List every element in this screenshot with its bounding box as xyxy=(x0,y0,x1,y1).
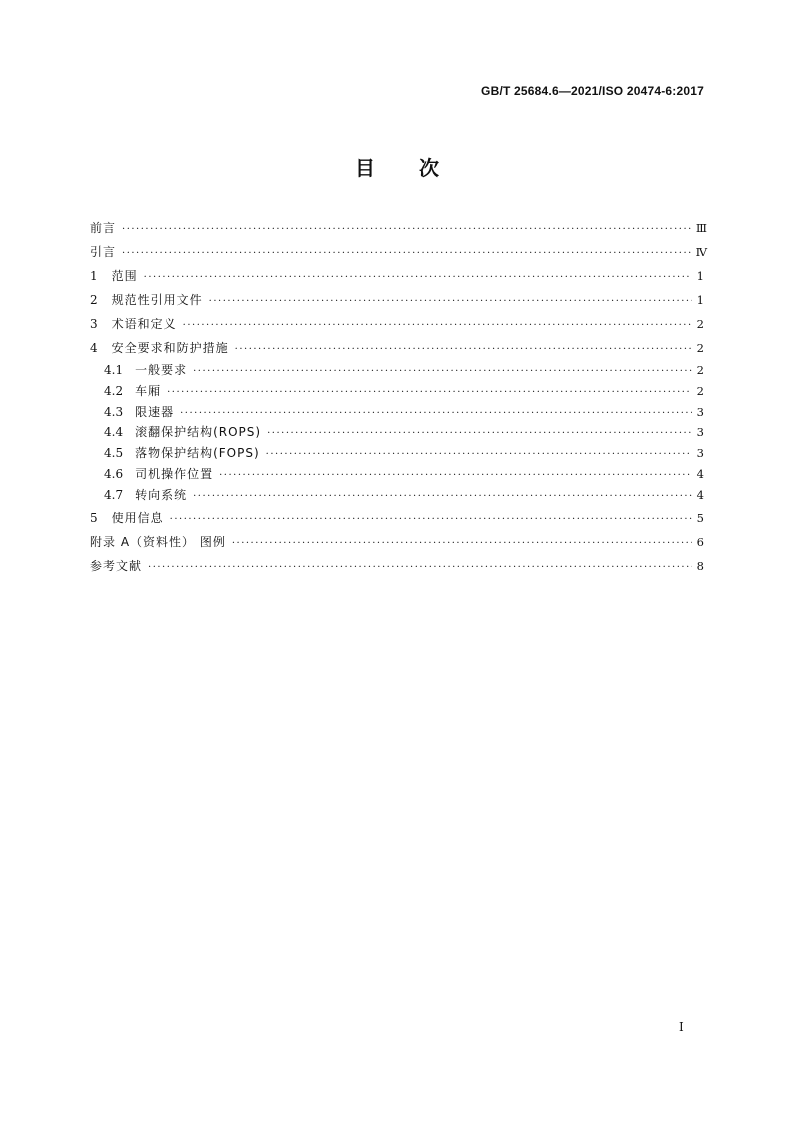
dot-leader xyxy=(144,266,692,290)
toc-entry-label: 术语和定义 xyxy=(111,317,177,331)
toc-entry-number: 3 xyxy=(90,317,98,331)
toc-entry-4-1[interactable] xyxy=(90,360,704,381)
dot-leader xyxy=(266,445,692,466)
toc-entry-4-7[interactable] xyxy=(90,485,704,506)
dot-leader xyxy=(180,404,692,425)
dot-leader xyxy=(122,242,692,266)
toc-entry-number: 5 xyxy=(90,510,98,525)
toc-entry-label: 落物保护结构(FOPS) xyxy=(135,446,260,461)
toc-entry-label: 引言 xyxy=(90,245,117,259)
toc-entry-number: 4.7 xyxy=(104,487,124,502)
dot-leader xyxy=(183,314,692,338)
toc-entry-number: 4.4 xyxy=(104,425,124,440)
dot-leader xyxy=(193,487,692,508)
toc-entry-label: 安全要求和防护措施 xyxy=(111,341,229,355)
toc-entry-page: 2 xyxy=(696,317,704,331)
toc-entry-page: Ⅳ xyxy=(695,245,708,259)
toc-entry-3[interactable] xyxy=(90,312,704,336)
toc-entry-number: 4.6 xyxy=(104,466,124,481)
toc-entry-page: 1 xyxy=(696,293,704,307)
toc-entry-page: 4 xyxy=(696,487,704,502)
dot-leader xyxy=(148,556,692,580)
toc-entry-introduction[interactable] xyxy=(90,240,708,264)
toc-entry-1[interactable] xyxy=(90,264,704,288)
toc-entry-label: 范围 xyxy=(111,269,138,283)
page-number: I xyxy=(679,1020,684,1034)
toc-entry-bibliography[interactable] xyxy=(90,554,704,578)
toc-entry-page: 8 xyxy=(696,558,704,573)
dot-leader xyxy=(122,218,692,242)
toc-entry-label: 车厢 xyxy=(135,383,162,398)
toc-entry-label: 限速器 xyxy=(135,404,175,419)
toc-entry-5[interactable] xyxy=(90,506,704,530)
toc-entry-4[interactable] xyxy=(90,336,704,360)
toc-entry-label: 规范性引用文件 xyxy=(111,293,203,307)
toc-entry-number: 4.1 xyxy=(104,363,124,377)
toc-entry-number: 4.2 xyxy=(104,383,124,398)
document-code: GB/T 25684.6—2021/ISO 20474-6:2017 xyxy=(481,84,704,98)
toc-entry-4-3[interactable] xyxy=(90,402,704,423)
toc-entry-page: 3 xyxy=(696,404,704,419)
toc-entry-page: 5 xyxy=(696,510,704,525)
toc-entry-label: 司机操作位置 xyxy=(135,466,214,481)
title-char-1: 目 xyxy=(355,156,375,180)
dot-leader xyxy=(232,532,692,556)
toc-entry-page: 2 xyxy=(696,341,704,355)
toc-entry-number: 4.5 xyxy=(104,446,124,461)
toc-entry-page: 4 xyxy=(696,466,704,481)
dot-leader xyxy=(193,362,692,383)
toc-entry-page: 3 xyxy=(696,446,704,461)
page-title xyxy=(0,152,794,181)
toc-entry-page: 2 xyxy=(696,383,704,398)
toc-entry-page: 2 xyxy=(696,363,704,377)
toc-entry-page: 6 xyxy=(696,534,704,549)
dot-leader xyxy=(219,466,692,487)
toc-entry-page: 3 xyxy=(696,425,704,440)
toc-entry-label: 转向系统 xyxy=(135,487,188,502)
toc-entry-label: 附录 A（资料性） 图例 xyxy=(90,534,226,549)
toc-entry-page: Ⅲ xyxy=(695,221,707,235)
dot-leader xyxy=(235,338,692,362)
toc-entry-label: 一般要求 xyxy=(135,363,188,377)
toc-entry-label: 滚翻保护结构(ROPS) xyxy=(135,425,262,440)
toc-entry-number: 4.3 xyxy=(104,404,124,419)
dot-leader xyxy=(170,508,692,532)
toc-entry-number: 4 xyxy=(90,341,98,355)
toc-entry-4-4[interactable] xyxy=(90,422,704,443)
toc-entry-4-6[interactable] xyxy=(90,464,704,485)
dot-leader xyxy=(209,290,692,314)
toc-entry-number: 1 xyxy=(90,269,98,283)
toc-entry-2[interactable] xyxy=(90,288,704,312)
toc-entry-number: 2 xyxy=(90,293,98,307)
toc-entry-annex-a[interactable] xyxy=(90,530,704,554)
dot-leader xyxy=(167,383,692,404)
toc-entry-label: 参考文献 xyxy=(90,558,143,573)
toc-entry-foreword[interactable] xyxy=(90,216,707,240)
table-of-contents xyxy=(90,216,708,578)
toc-entry-label: 前言 xyxy=(90,221,117,235)
dot-leader xyxy=(267,424,692,445)
toc-entry-page: 1 xyxy=(696,269,704,283)
toc-entry-4-5[interactable] xyxy=(90,443,704,464)
toc-entry-4-2[interactable] xyxy=(90,381,704,402)
toc-entry-label: 使用信息 xyxy=(111,510,164,525)
title-char-2: 次 xyxy=(419,156,439,180)
